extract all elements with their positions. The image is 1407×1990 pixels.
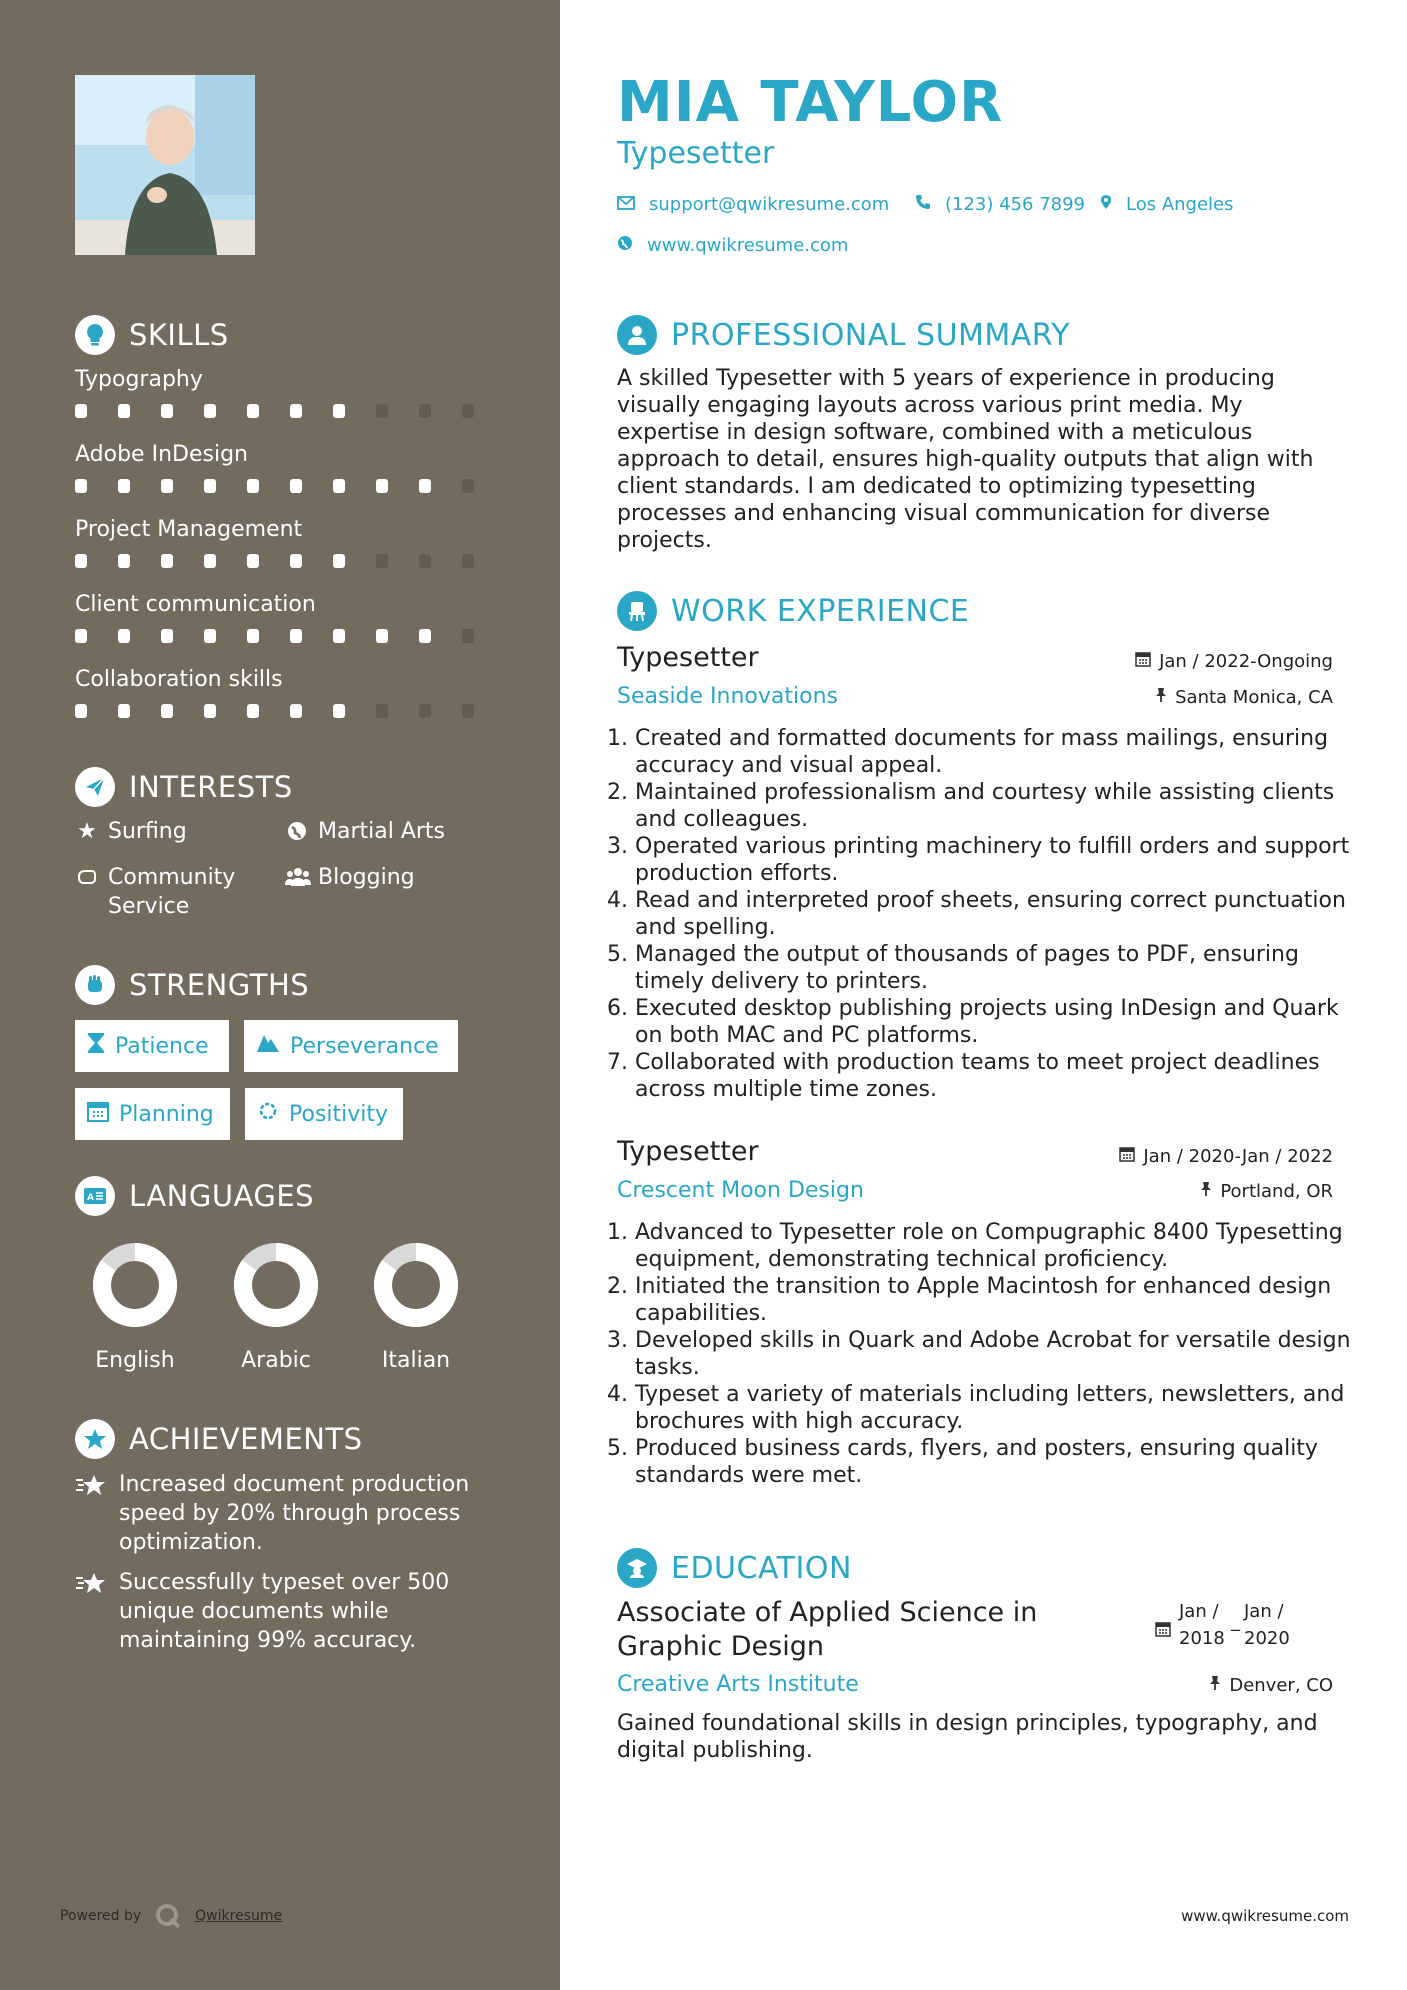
achievement-text: Increased document production speed by 20% through process optimization.	[119, 1472, 470, 1555]
language-donut	[90, 1240, 180, 1330]
rating-dot-filled	[204, 704, 216, 718]
rating-dot-empty	[462, 404, 474, 418]
chair-icon	[617, 591, 657, 631]
skill-item	[75, 591, 505, 643]
company-name: Crescent Moon Design	[617, 1178, 864, 1203]
footer-url[interactable]: www.qwikresume.com	[1181, 1907, 1349, 1925]
rating-dot-filled	[247, 479, 259, 493]
duty-item: 4. Read and interpreted proof sheets, ensuring correct punctuation and spelling.	[635, 887, 1365, 941]
calendar-icon	[1135, 651, 1151, 672]
skill-rating	[75, 629, 505, 643]
skill-name: Client communication	[75, 592, 316, 617]
rating-dot-filled	[204, 404, 216, 418]
rating-dot-filled	[419, 479, 431, 493]
duty-item: 3. Developed skills in Quark and Adobe Acrobat for versatile design tasks.	[635, 1327, 1365, 1381]
location-text: Los Angeles	[1126, 194, 1234, 215]
rating-dot-filled	[376, 629, 388, 643]
strength-tag	[75, 1088, 230, 1140]
powered-by	[60, 1903, 282, 1929]
rating-dot-filled	[333, 629, 345, 643]
rating-dot-filled	[204, 629, 216, 643]
rating-dot-filled	[75, 479, 87, 493]
envelope-icon	[617, 194, 635, 215]
experience-title: WORK EXPERIENCE	[671, 593, 970, 629]
interests-heading	[75, 767, 293, 807]
shooting-star-icon	[75, 1568, 107, 1655]
job-title: Typesetter	[617, 642, 759, 673]
skill-name: Collaboration skills	[75, 667, 283, 692]
job-location-text: Portland, OR	[1220, 1181, 1333, 1202]
hourglass-icon	[87, 1032, 105, 1060]
pushpin-icon	[1155, 687, 1167, 708]
rating-dot-empty	[462, 554, 474, 568]
rating-dot-filled	[118, 554, 130, 568]
calendar-icon	[1119, 1146, 1135, 1167]
powered-by-label: Powered by	[60, 1908, 142, 1924]
contact-location	[1100, 194, 1234, 215]
skill-name: Project Management	[75, 517, 303, 542]
phone-icon	[915, 194, 931, 215]
language-donut	[371, 1240, 461, 1330]
rating-dot-filled	[161, 704, 173, 718]
duty-item: 7. Collaborated with production teams to meet project deadlines across multiple time zones.	[635, 1049, 1365, 1103]
rating-dot-filled	[204, 479, 216, 493]
job-duties	[605, 725, 1365, 1103]
duty-item: 1. Created and formatted documents for mass mailings, ensuring accuracy and visual appeal.	[635, 725, 1365, 779]
summary-heading	[617, 315, 1070, 355]
graduate-icon	[617, 1548, 657, 1588]
job-title: Typesetter	[617, 1136, 759, 1167]
strength-tag	[75, 1020, 229, 1072]
job-dates	[1119, 1146, 1333, 1167]
users-icon	[285, 863, 309, 895]
strength-tag	[244, 1020, 458, 1072]
rating-dot-filled	[247, 704, 259, 718]
strengths-heading	[75, 965, 309, 1005]
rating-dot-empty	[376, 404, 388, 418]
interest-item	[75, 817, 187, 846]
rating-dot-filled	[118, 404, 130, 418]
rating-dot-filled	[161, 479, 173, 493]
education-description: Gained foundational skills in design principles, typography, and digital publishing.	[617, 1711, 1318, 1763]
interest-label: Blogging	[318, 865, 415, 890]
contact-email[interactable]	[617, 194, 889, 215]
rating-dot-filled	[75, 404, 87, 418]
sun-icon	[257, 1100, 279, 1128]
sidebar	[0, 0, 560, 1990]
skill-rating	[75, 704, 505, 718]
education-start: Jan / 2018	[1179, 1601, 1225, 1649]
summary-title: PROFESSIONAL SUMMARY	[671, 317, 1071, 353]
duty-item: 1. Advanced to Typesetter role on Compugraphic 8400 Typesetting equipment, demonstrating technical proficiency.	[635, 1219, 1365, 1273]
language-item	[346, 1240, 486, 1373]
duty-item: 2. Maintained professionalism and courtesy while assisting clients and colleagues.	[635, 779, 1365, 833]
interest-label: Martial Arts	[318, 819, 446, 844]
rating-dot-filled	[118, 479, 130, 493]
rating-dot-filled	[376, 479, 388, 493]
job-dates	[1135, 651, 1333, 672]
strength-tag	[245, 1088, 403, 1140]
language-item	[65, 1240, 205, 1373]
achievements-heading	[75, 1419, 363, 1459]
education-location	[1209, 1675, 1333, 1696]
candidate-name: MIA TAYLOR	[617, 70, 1004, 135]
achievement-item	[75, 1568, 505, 1655]
qwikresume-link[interactable]: Qwikresume	[195, 1908, 283, 1924]
skill-rating	[75, 404, 505, 418]
paper-plane-icon	[75, 767, 115, 807]
skill-item	[75, 666, 505, 718]
job-duties	[605, 1219, 1365, 1489]
rating-dot-filled	[333, 554, 345, 568]
rating-dot-empty	[419, 554, 431, 568]
company-name: Seaside Innovations	[617, 684, 838, 709]
interest-label: Surfing	[108, 819, 187, 844]
skill-item	[75, 516, 505, 568]
skill-name: Adobe InDesign	[75, 442, 248, 467]
profile-photo	[75, 75, 255, 255]
contact-phone[interactable]	[915, 194, 1085, 215]
education-end: Jan / 2020	[1244, 1601, 1290, 1649]
summary-text: A skilled Typesetter with 5 years of experience in producing visually engaging layouts across various print media. My expertise in design software, combined with a meticulous approach to detail, ensures high-quality outputs that align with client standards. I am dedicated to optimizing typesetting processes and enhancing visual communication for diverse projects.	[617, 366, 1314, 553]
duty-item: 5. Produced business cards, flyers, and posters, ensuring quality standards were met.	[635, 1435, 1365, 1489]
experience-heading	[617, 591, 969, 631]
language-donut	[231, 1240, 321, 1330]
rating-dot-filled	[419, 629, 431, 643]
skill-item	[75, 441, 505, 493]
rating-dot-filled	[75, 704, 87, 718]
rating-dot-empty	[419, 704, 431, 718]
language-card-icon	[75, 1176, 115, 1216]
candidate-role: Typesetter	[617, 136, 775, 171]
languages-title: LANGUAGES	[129, 1179, 315, 1213]
rating-dot-filled	[75, 554, 87, 568]
interest-item	[285, 817, 445, 849]
star-badge-icon	[75, 1419, 115, 1459]
calendar-icon	[1155, 1618, 1171, 1652]
strength-label: Perseverance	[290, 1033, 439, 1059]
duty-item: 6. Executed desktop publishing projects using InDesign and Quark on both MAC and PC platforms.	[635, 995, 1365, 1049]
rating-dot-filled	[204, 554, 216, 568]
strengths-title: STRENGTHS	[129, 968, 310, 1002]
job-location	[1155, 687, 1333, 708]
user-icon	[617, 315, 657, 355]
svg-text:A: A	[87, 1193, 94, 1203]
interest-label: Community Service	[108, 865, 236, 919]
job-location-text: Santa Monica, CA	[1175, 687, 1333, 708]
job-dates-text: Jan / 2020-Jan / 2022	[1143, 1146, 1333, 1167]
strength-label: Positivity	[289, 1101, 389, 1127]
skill-rating	[75, 479, 505, 493]
star-icon: ★	[77, 819, 97, 844]
achievement-text: Successfully typeset over 500 unique documents while maintaining 99% accuracy.	[119, 1570, 450, 1653]
achievements-title: ACHIEVEMENTS	[129, 1422, 363, 1456]
contact-website[interactable]	[617, 235, 848, 256]
pushpin-icon	[1200, 1181, 1212, 1202]
rating-dot-filled	[247, 404, 259, 418]
rating-dot-filled	[333, 704, 345, 718]
education-location-text: Denver, CO	[1229, 1675, 1333, 1696]
rating-dot-empty	[376, 704, 388, 718]
rating-dot-empty	[462, 629, 474, 643]
rating-dot-empty	[419, 404, 431, 418]
skills-heading	[75, 315, 229, 355]
language-label: Arabic	[241, 1348, 311, 1373]
degree-title: Associate of Applied Science in Graphic Design	[617, 1597, 1038, 1662]
rating-dot-filled	[118, 704, 130, 718]
globe-icon	[617, 235, 633, 256]
climb-icon	[256, 1033, 280, 1059]
date-separator: _	[1231, 1611, 1240, 1632]
skill-name: Typography	[75, 367, 203, 392]
rating-dot-filled	[290, 629, 302, 643]
globe-icon	[285, 817, 309, 849]
rating-dot-filled	[290, 479, 302, 493]
map-pin-icon	[1100, 194, 1112, 215]
duty-item: 2. Initiated the transition to Apple Macintosh for enhanced design capabilities.	[635, 1273, 1365, 1327]
job-dates-text: Jan / 2022-Ongoing	[1159, 651, 1333, 672]
skill-item	[75, 366, 505, 418]
skill-rating	[75, 554, 505, 568]
strength-label: Planning	[119, 1101, 214, 1127]
rating-dot-filled	[333, 479, 345, 493]
interest-item	[285, 863, 415, 895]
rating-dot-filled	[247, 554, 259, 568]
rating-dot-filled	[161, 554, 173, 568]
calendar-icon	[87, 1100, 109, 1128]
website-text[interactable]: www.qwikresume.com	[647, 235, 849, 256]
education-dates	[1155, 1598, 1294, 1652]
email-text[interactable]: support@qwikresume.com	[649, 194, 890, 215]
rating-dot-filled	[290, 554, 302, 568]
interests-title: INTERESTS	[129, 770, 293, 804]
language-item	[206, 1240, 346, 1373]
duty-item: 4. Typeset a variety of materials including letters, newsletters, and brochures with high accuracy.	[635, 1381, 1365, 1435]
lightbulb-icon	[75, 315, 115, 355]
rating-dot-filled	[333, 404, 345, 418]
rating-dot-filled	[161, 629, 173, 643]
job-location	[1200, 1181, 1333, 1202]
languages-heading	[75, 1176, 314, 1216]
skills-title: SKILLS	[129, 318, 229, 352]
rating-dot-filled	[290, 404, 302, 418]
pushpin-icon	[1209, 1675, 1221, 1696]
duty-item: 3. Operated various printing machinery to fulfill orders and support production efforts.	[635, 833, 1365, 887]
strength-label: Patience	[115, 1033, 209, 1059]
education-title: EDUCATION	[671, 1550, 852, 1586]
interest-item	[75, 863, 275, 921]
hand-icon	[75, 863, 99, 921]
rating-dot-filled	[290, 704, 302, 718]
language-label: English	[95, 1348, 175, 1373]
shooting-star-icon	[75, 1470, 107, 1557]
rating-dot-filled	[161, 404, 173, 418]
rating-dot-empty	[462, 704, 474, 718]
rating-dot-empty	[376, 554, 388, 568]
duty-item: 5. Managed the output of thousands of pages to PDF, ensuring timely delivery to printers.	[635, 941, 1365, 995]
achievement-item	[75, 1470, 505, 1557]
fist-icon	[75, 965, 115, 1005]
rating-dot-filled	[75, 629, 87, 643]
school-name: Creative Arts Institute	[617, 1672, 859, 1697]
rating-dot-filled	[247, 629, 259, 643]
education-heading	[617, 1548, 852, 1588]
qwikresume-logo-icon	[155, 1903, 181, 1929]
rating-dot-filled	[118, 629, 130, 643]
phone-text[interactable]: (123) 456 7899	[945, 194, 1086, 215]
rating-dot-empty	[462, 479, 474, 493]
language-label: Italian	[381, 1348, 451, 1373]
